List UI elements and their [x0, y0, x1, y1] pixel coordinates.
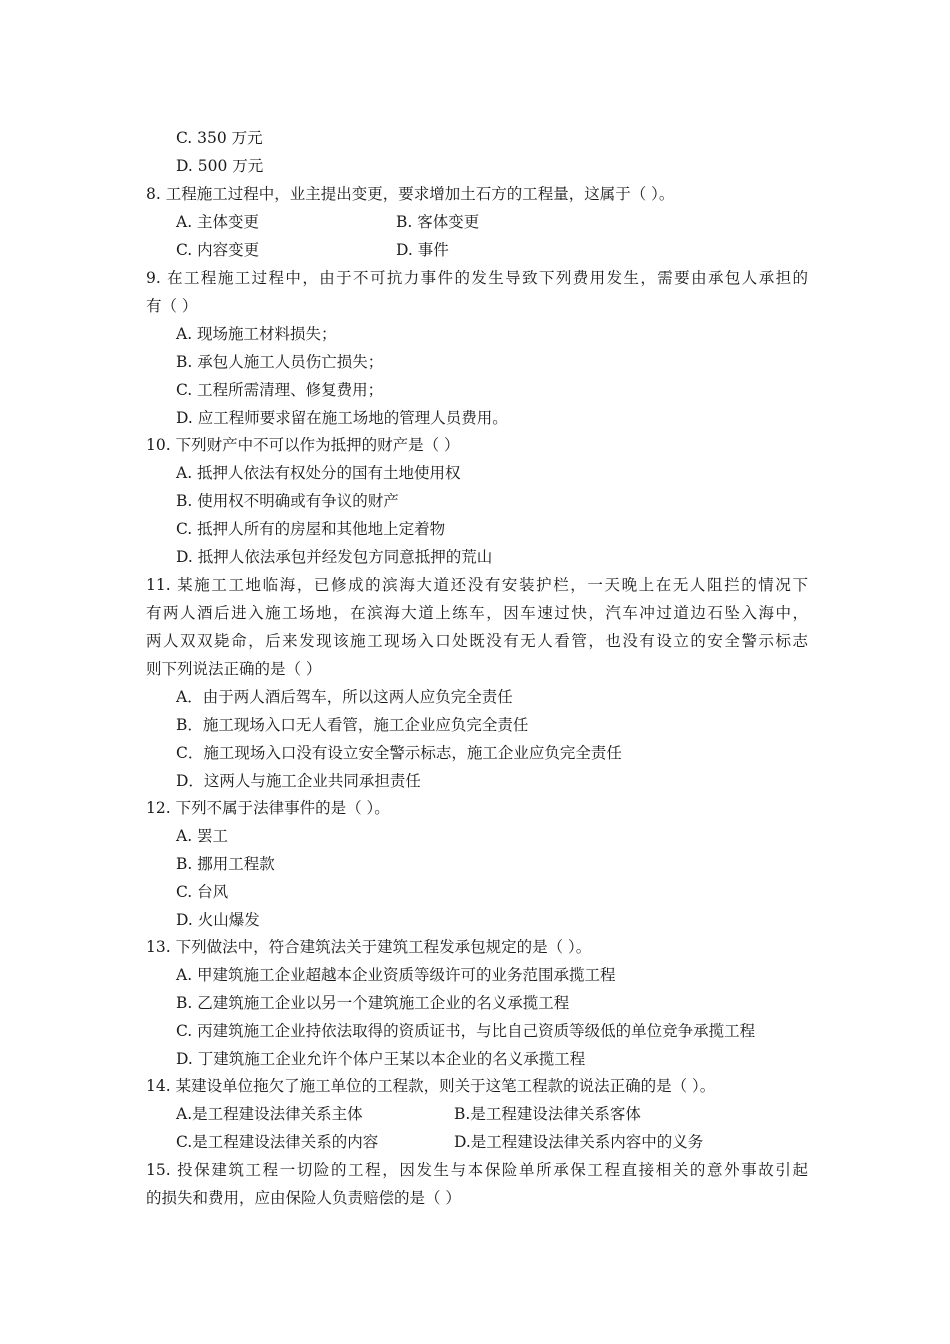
question-8-stem: 8. 工程施工过程中，业主提出变更，要求增加土石方的工程量，这属于（ ）。 [146, 185, 675, 203]
option-d: D. 500 万元 [176, 157, 264, 175]
question-11-stem-line1: 11. 某施工工地临海，已修成的滨海大道还没有安装护栏，一天晚上在无人阻拦的情况下 [146, 576, 808, 594]
q9-option-b: B. 承包人施工人员伤亡损失； [176, 353, 384, 371]
question-9-stem-line2: 有（ ） [146, 297, 198, 315]
q10-option-c: C. 抵押人所有的房屋和其他地上定着物 [176, 520, 446, 538]
question-14-stem: 14. 某建设单位拖欠了施工单位的工程款，则关于这笔工程款的说法正确的是（ ）。 [146, 1077, 716, 1095]
q11-option-c: C．施工现场入口没有设立安全警示标志，施工企业应负完全责任 [176, 744, 622, 762]
question-11-stem-line4: 则下列说法正确的是（ ） [146, 660, 322, 678]
q12-option-a: A. 罢工 [176, 827, 229, 845]
question-11-stem-line3: 两人双双毙命，后来发现该施工现场入口处既没有无人看管，也没有设立的安全警示标志 [146, 632, 808, 650]
question-15-stem-line2: 的损失和费用，应由保险人负责赔偿的是（ ） [146, 1189, 461, 1207]
question-13-stem: 13. 下列做法中，符合建筑法关于建筑工程发承包规定的是（ ）。 [146, 938, 592, 956]
q9-option-c: C. 工程所需清理、修复费用； [176, 381, 384, 399]
q14-option-d: D.是工程建设法律关系内容中的义务 [454, 1133, 704, 1151]
q12-option-d: D. 火山爆发 [176, 911, 260, 929]
question-10-stem: 10. 下列财产中不可以作为抵押的财产是（ ） [146, 436, 460, 454]
q11-option-b: B．施工现场入口无人看管，施工企业应负完全责任 [176, 716, 529, 734]
q13-option-c: C. 丙建筑施工企业持依法取得的资质证书，与比自己资质等级低的单位竞争承揽工程 [176, 1022, 756, 1040]
question-12-stem: 12. 下列不属于法律事件的是（ ）。 [146, 799, 390, 817]
q9-option-d: D. 应工程师要求留在施工场地的管理人员费用。 [176, 409, 508, 427]
q10-option-b: B. 使用权不明确或有争议的财产 [176, 492, 399, 510]
q11-option-a: A．由于两人酒后驾车，所以这两人应负完全责任 [176, 688, 513, 706]
option-c: C. 350 万元 [176, 129, 263, 147]
q13-option-b: B. 乙建筑施工企业以另一个建筑施工企业的名义承揽工程 [176, 994, 570, 1012]
q12-option-b: B. 挪用工程款 [176, 855, 275, 873]
q8-option-d: D. 事件 [396, 241, 449, 259]
q8-option-c: C. 内容变更 [176, 241, 260, 259]
question-15-stem-line1: 15. 投保建筑工程一切险的工程，因发生与本保险单所承保工程直接相关的意外事故引起 [146, 1161, 808, 1179]
q11-option-d: D．这两人与施工企业共同承担责任 [176, 772, 421, 790]
q8-option-a: A. 主体变更 [176, 213, 260, 231]
question-9-stem-line1: 9. 在工程施工过程中，由于不可抗力事件的发生导致下列费用发生，需要由承包人承担的 [146, 269, 808, 287]
q14-option-b: B.是工程建设法律关系客体 [454, 1105, 641, 1123]
q10-option-a: A. 抵押人依法有权处分的国有土地使用权 [176, 464, 461, 482]
q10-option-d: D. 抵押人依法承包并经发包方同意抵押的荒山 [176, 548, 493, 566]
q14-option-a: A.是工程建设法律关系主体 [176, 1105, 363, 1123]
q14-option-c: C.是工程建设法律关系的内容 [176, 1133, 379, 1151]
q13-option-a: A. 甲建筑施工企业超越本企业资质等级许可的业务范围承揽工程 [176, 966, 616, 984]
question-11-stem-line2: 有两人酒后进入施工场地，在滨海大道上练车，因车速过快，汽车冲过道边石坠入海中， [146, 604, 808, 622]
q13-option-d: D. 丁建筑施工企业允许个体户王某以本企业的名义承揽工程 [176, 1050, 586, 1068]
q8-option-b: B. 客体变更 [396, 213, 480, 231]
q9-option-a: A. 现场施工材料损失； [176, 325, 337, 343]
q12-option-c: C. 台风 [176, 883, 229, 901]
